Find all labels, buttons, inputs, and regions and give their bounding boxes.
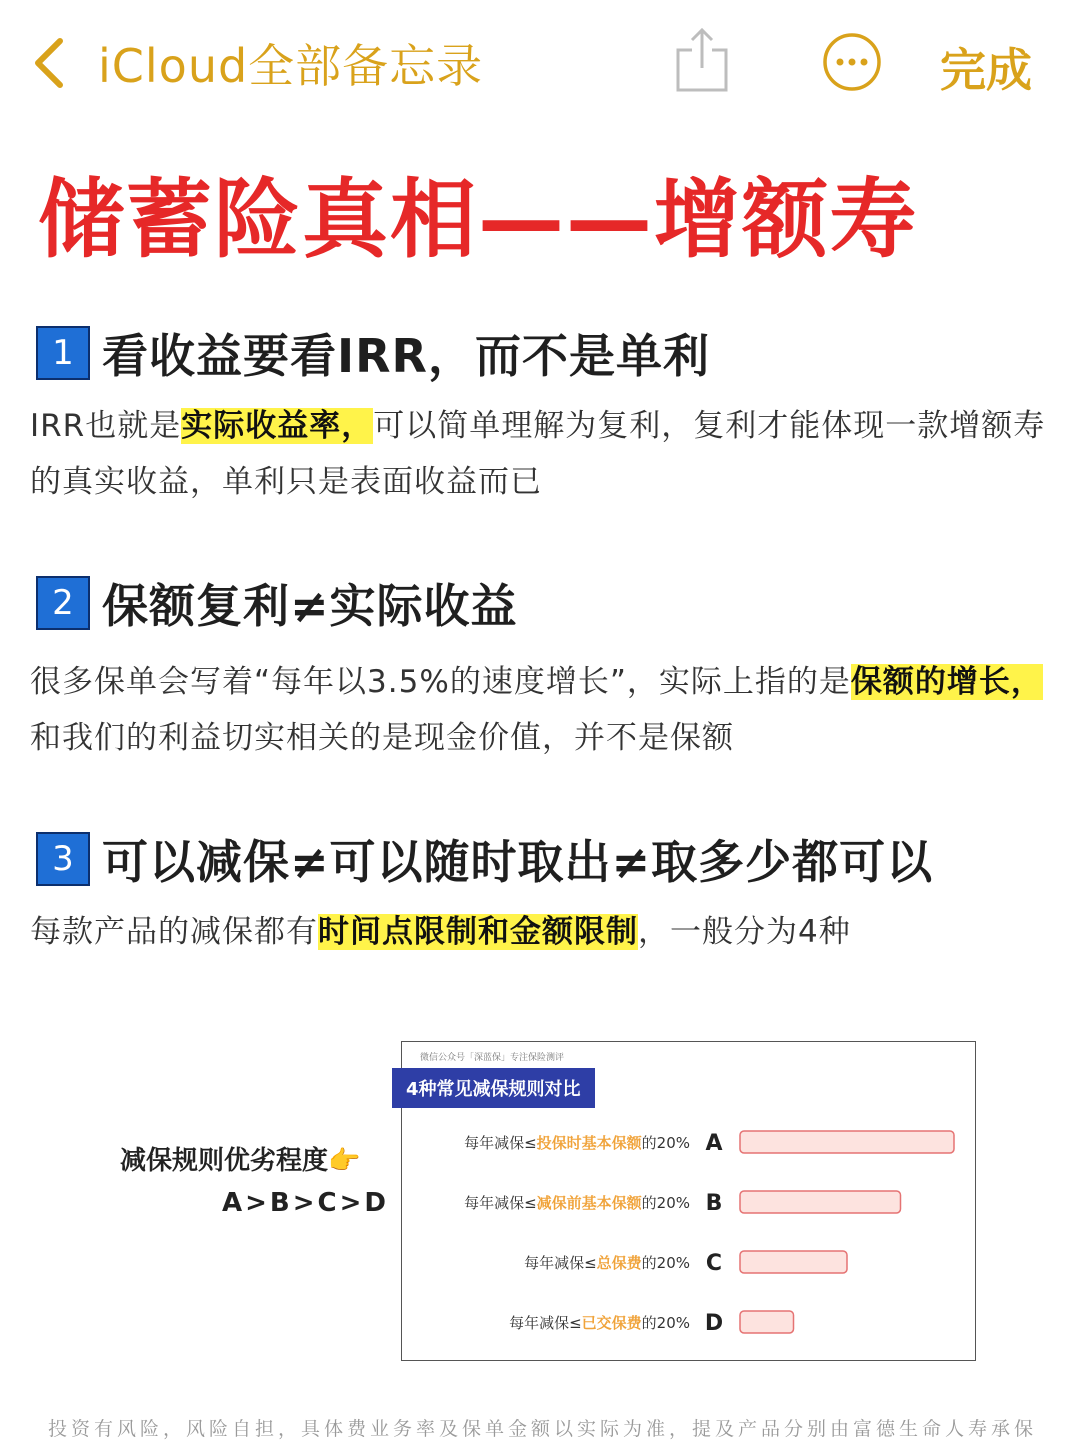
highlight-run: 实际收益率， [181, 408, 374, 444]
text-run: 和我们的利益切实相关的是现金价值，并不是保额 [30, 720, 734, 756]
section-title: 保额复利≠实际收益 [102, 579, 518, 633]
reduction-rules-chart [402, 1042, 977, 1362]
rule-label: 每年减保≤总保费的20% [524, 1254, 690, 1272]
bar-a [740, 1131, 954, 1153]
page-title: 储蓄险真相——增额寿 [38, 170, 918, 270]
rule-label: 每年减保≤减保前基本保额的20% [464, 1194, 690, 1212]
highlight-run: 时间点限制和金额限制 [318, 914, 638, 950]
highlight-run: 保额的增长， [850, 664, 1043, 700]
section-number: 1 [36, 326, 90, 380]
section-title: 可以减保≠可以随时取出≠取多少都可以 [102, 835, 934, 889]
category-label: A [705, 1131, 723, 1156]
text-run: IRR也就是 [30, 408, 182, 444]
text-run: 可以简单理解为复利，复利才能体现一款增额寿的真实收益，单利只是表面收益而已 [30, 408, 1046, 500]
section-2-paragraph [30, 654, 1050, 766]
chevron-left-icon [24, 33, 84, 93]
nav-bar [0, 0, 1080, 120]
text-run: 每款产品的减保都有 [30, 914, 318, 950]
more-icon[interactable] [822, 32, 882, 92]
section-2-header [36, 570, 518, 636]
section-1-paragraph [30, 398, 1050, 510]
rule-label: 每年减保≤投保时基本保额的20% [464, 1134, 690, 1152]
bar-d [740, 1311, 794, 1333]
category-label: D [704, 1311, 724, 1336]
disclaimer-footer: 投资有风险，风险自担，具体费业务率及保单金额以实际为准，提及产品分别由富德生命人寿承保 [48, 1418, 1038, 1440]
bar-c [740, 1251, 847, 1273]
card-source: 微信公众号「深蓝保」专注保险测评 [420, 1053, 565, 1063]
text-run: 很多保单会写着“每年以3.5%的速度增长”，实际上指的是 [30, 664, 851, 700]
card-banner: 4种常见减保规则对比 [392, 1068, 595, 1108]
comparison-card [401, 1041, 976, 1361]
section-number: 2 [36, 576, 90, 630]
section-1-header [36, 320, 710, 386]
done-button[interactable]: 完成 [940, 43, 1032, 97]
section-number: 3 [36, 832, 90, 886]
ranking-order: A>B>C>D [222, 1188, 389, 1218]
text-run: ，一般分为4种 [638, 914, 851, 950]
bar-b [740, 1191, 901, 1213]
back-button[interactable] [24, 30, 483, 96]
ranking-label: 减保规则优劣程度👉 [120, 1146, 361, 1176]
back-label: iCloud全部备忘录 [98, 39, 484, 93]
section-3-header [36, 826, 933, 892]
rule-label: 每年减保≤已交保费的20% [509, 1314, 690, 1332]
category-label: B [705, 1191, 723, 1216]
share-icon[interactable] [674, 26, 730, 94]
section-title: 看收益要看IRR，而不是单利 [102, 329, 710, 383]
category-label: C [705, 1251, 723, 1276]
section-3-paragraph [30, 904, 1050, 960]
